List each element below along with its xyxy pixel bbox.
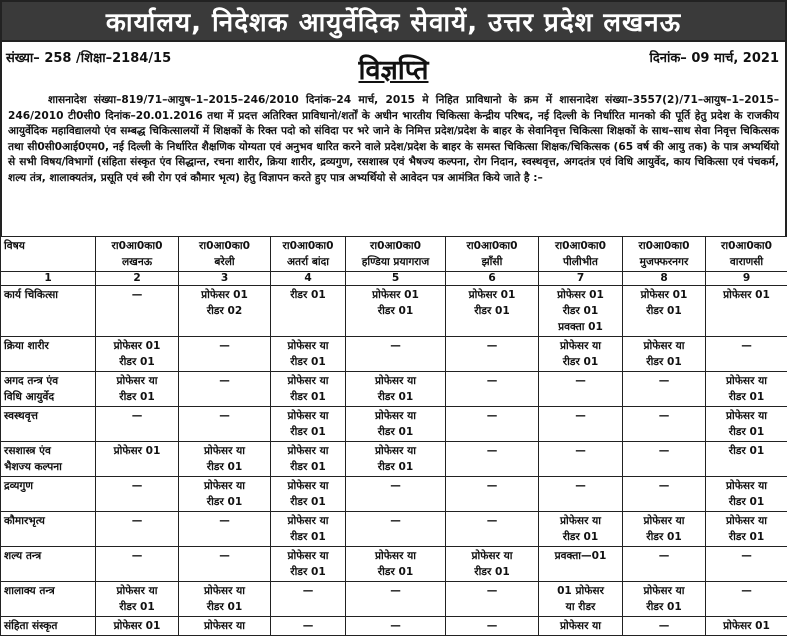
vacancy-cell xyxy=(179,407,271,442)
cell-line: — xyxy=(449,373,535,389)
cell-line: — xyxy=(349,513,442,529)
column-number: 5 xyxy=(346,272,446,286)
subject-cell xyxy=(1,582,96,617)
cell-line: प्रोफेसर या xyxy=(274,373,342,389)
reference-line xyxy=(0,42,787,90)
vacancy-cell xyxy=(539,582,623,617)
table-header-row xyxy=(1,237,787,272)
table-row xyxy=(1,617,787,636)
cell-line: प्रोफेसर 01 xyxy=(182,287,267,303)
vacancy-cell xyxy=(446,337,539,372)
cell-line: प्रोफेसर या xyxy=(349,443,442,459)
cell-line: प्रोफेसर या xyxy=(542,618,619,634)
vacancy-cell xyxy=(346,442,446,477)
cell-line: प्रोफेसर या xyxy=(274,338,342,354)
cell-line: प्रोफेसर 01 xyxy=(709,287,784,303)
vacancy-cell xyxy=(539,617,623,636)
vacancy-cell xyxy=(271,512,346,547)
cell-line: भैशज्य कल्पना xyxy=(4,459,92,475)
table-row xyxy=(1,477,787,512)
column-header-line: अतर्रा बांदा xyxy=(274,254,342,270)
cell-line: रीडर 01 xyxy=(274,354,342,370)
column-header-line: हण्डिया प्रयागराज xyxy=(349,254,442,270)
vacancy-cell xyxy=(539,547,623,582)
vacancy-cell xyxy=(179,512,271,547)
vacancy-cell xyxy=(539,372,623,407)
vacancy-cell xyxy=(179,477,271,512)
vacancy-cell xyxy=(346,512,446,547)
vacancy-cell xyxy=(446,547,539,582)
column-header-line: रा0आ0का0 xyxy=(709,238,784,254)
cell-line: प्रवक्ता—01 xyxy=(542,548,619,564)
column-header-line: पीलीभीत xyxy=(542,254,619,270)
cell-line: — xyxy=(99,408,175,424)
subject-cell xyxy=(1,442,96,477)
vacancy-cell xyxy=(96,286,179,337)
cell-line: — xyxy=(182,513,267,529)
cell-line: रीडर 01 xyxy=(99,354,175,370)
subject-cell xyxy=(1,337,96,372)
cell-line: प्रोफेसर या xyxy=(182,618,267,634)
column-number: 8 xyxy=(623,272,706,286)
cell-line: रीडर 01 xyxy=(182,599,267,615)
vacancy-cell xyxy=(706,477,787,512)
vacancy-cell xyxy=(271,582,346,617)
cell-line: प्रोफेसर 01 xyxy=(709,618,784,634)
vacancy-cell xyxy=(346,286,446,337)
vacancy-cell xyxy=(179,372,271,407)
cell-line: — xyxy=(542,443,619,459)
column-header-line: विषय xyxy=(4,238,92,254)
column-number: 6 xyxy=(446,272,539,286)
vacancy-cell xyxy=(96,512,179,547)
notice-paragraph: शासनादेश संख्या–819/71–आयुष–1–2015–246/2010 दिनांक–24 मार्च, 2015 मे निहित प्राविधानो के क्रम में शासनादेश संख्या–3557(2)/71–आयुष–1–2015–246/2010 टी0सी0 दिनांक–20.01.2016 तथा में प्रदत्त अतिरिक्त प्राविधानो/शर्तों के अधीन भारतीय चिकित्सा केन्द्रीय परिषद, नई दिल्ली के निर्धारित मानको की पूर्ति हेतु प्रदेश के राजकीय आयुर्वेदिक महाविद्यालयो एंव सम्बद्ध चिकित्सालयों में शिक्षकों के रिक्त पदो को संविदा पर भरे जाने के निमित्त प्रदेश/प्रदेश के बाहर के सेवानिवृत्त चिकित्सा शिक्षकों के साथ–साथ सेवा निवृत्त चिकित्सक तथा सी0सी0आई0एम0, नई दिल्ली के निर्धारित शैक्षणिक योग्यता एवं अनुभव धारित करने वाले प्रदेश/प्रदेश के बाहर के समस्त चिकित्सा शिक्षक/चिकित्सक (65 वर्ष की आयु तक) के पात्र अभ्यर्थियो से सभी विषय/विभागों (संहिता संस्कृत एंव सिद्धान्त, रचना शारीर, क्रिया शारीर, द्रव्यगुण, रसशास्त्र एवं भैषज्य कल्पना, रोग निदान, स्वस्थवृत्त, अगदतंत्र एवं विधि आयुर्वेद, काय चिकित्सा एवं पंचकर्म, शल्य तंत्र, शालाक्यतंत्र, प्रसूति एवं स्त्री रोग एवं कौमार भृत्य) हेतु विज्ञापन करते हुए पात्र अभ्यर्थियो से आवेदन पत्र आमंत्रित किये जाते है :– xyxy=(0,90,787,236)
cell-line: प्रोफेसर या xyxy=(626,583,702,599)
cell-line: — xyxy=(709,583,784,599)
column-header-line: रा0आ0का0 xyxy=(349,238,442,254)
vacancy-cell xyxy=(271,407,346,442)
column-number: 2 xyxy=(96,272,179,286)
cell-line: — xyxy=(349,618,442,634)
column-header-line: वाराणसी xyxy=(709,254,784,270)
cell-line: रीडर 01 xyxy=(349,459,442,475)
cell-line: प्रोफेसर 01 xyxy=(99,618,175,634)
vacancy-cell xyxy=(706,407,787,442)
cell-line: — xyxy=(99,287,175,303)
vacancy-cell xyxy=(539,477,623,512)
cell-line: रीडर 01 xyxy=(349,303,442,319)
cell-line: — xyxy=(99,513,175,529)
vacancy-cell xyxy=(623,442,706,477)
vacancy-cell xyxy=(179,442,271,477)
cell-line: प्रोफेसर या xyxy=(349,408,442,424)
cell-line: रीडर 01 xyxy=(542,354,619,370)
cell-line: — xyxy=(626,478,702,494)
vacancy-cell xyxy=(96,617,179,636)
cell-line: प्रोफेसर या xyxy=(709,373,784,389)
vacancy-cell xyxy=(539,337,623,372)
cell-line: शालाक्य तन्त्र xyxy=(4,583,92,599)
cell-line: — xyxy=(449,443,535,459)
cell-line: — xyxy=(709,548,784,564)
cell-line: रीडर 01 xyxy=(274,459,342,475)
table-row xyxy=(1,372,787,407)
vacancy-cell xyxy=(446,407,539,442)
vacancy-cell xyxy=(446,617,539,636)
vacancy-cell xyxy=(271,617,346,636)
cell-line: प्रोफेसर या xyxy=(274,443,342,459)
vacancy-cell xyxy=(271,547,346,582)
cell-line: संहिता संस्कृत xyxy=(4,618,92,634)
cell-line: प्रोफेसर या xyxy=(542,338,619,354)
cell-line: प्रोफेसर या xyxy=(349,548,442,564)
cell-line: प्रोफेसर या xyxy=(99,583,175,599)
cell-line: रीडर 01 xyxy=(709,529,784,545)
column-number: 3 xyxy=(179,272,271,286)
vacancy-cell xyxy=(446,582,539,617)
vacancy-cell xyxy=(446,372,539,407)
cell-line: स्वस्थवृत्त xyxy=(4,408,92,424)
column-number: 4 xyxy=(271,272,346,286)
column-header-line: लखनऊ xyxy=(99,254,175,270)
cell-line: — xyxy=(626,548,702,564)
cell-line: — xyxy=(449,338,535,354)
cell-line: — xyxy=(99,548,175,564)
cell-line: प्रोफेसर या xyxy=(182,583,267,599)
cell-line: प्रवक्ता 01 xyxy=(542,319,619,335)
cell-line: रीडर 01 xyxy=(709,424,784,440)
cell-line: प्रोफेसर 01 xyxy=(349,287,442,303)
cell-line: — xyxy=(449,583,535,599)
vacancy-cell xyxy=(706,372,787,407)
reference-number: संख्या– 258 /शिक्षा–2184/15 xyxy=(6,48,171,66)
vacancy-cell xyxy=(539,512,623,547)
column-number: 7 xyxy=(539,272,623,286)
cell-line: — xyxy=(182,408,267,424)
cell-line: — xyxy=(542,373,619,389)
vacancy-cell xyxy=(271,286,346,337)
subject-cell xyxy=(1,617,96,636)
vacancy-cell xyxy=(271,442,346,477)
vacancy-cell xyxy=(96,407,179,442)
table-row xyxy=(1,337,787,372)
cell-line: — xyxy=(99,478,175,494)
vacancy-cell xyxy=(179,547,271,582)
vacancy-cell xyxy=(623,286,706,337)
cell-line: रीडर 01 xyxy=(709,443,784,459)
cell-line: रीडर 01 xyxy=(274,494,342,510)
cell-line: — xyxy=(449,618,535,634)
cell-line: रीडर 01 xyxy=(542,529,619,545)
cell-line: प्रोफेसर या xyxy=(709,513,784,529)
column-header-line: रा0आ0का0 xyxy=(626,238,702,254)
vacancy-cell xyxy=(179,286,271,337)
vacancy-cell xyxy=(96,337,179,372)
cell-line: — xyxy=(542,478,619,494)
cell-line: प्रोफेसर या xyxy=(449,548,535,564)
cell-line: प्रोफेसर या xyxy=(182,478,267,494)
vacancy-cell xyxy=(346,337,446,372)
vacancy-cell xyxy=(96,372,179,407)
vacancy-table xyxy=(0,236,787,636)
cell-line: रीडर 01 xyxy=(274,424,342,440)
cell-line: रीडर 01 xyxy=(542,303,619,319)
vacancy-cell xyxy=(446,286,539,337)
cell-line: रीडर 01 xyxy=(274,529,342,545)
cell-line: रीडर 01 xyxy=(626,303,702,319)
vacancy-cell xyxy=(623,477,706,512)
cell-line: प्रोफेसर 01 xyxy=(542,287,619,303)
vacancy-cell xyxy=(623,617,706,636)
vacancy-cell xyxy=(706,442,787,477)
vacancy-cell xyxy=(346,582,446,617)
cell-line: रीडर 01 xyxy=(274,287,342,303)
vacancy-cell xyxy=(179,582,271,617)
column-number: 1 xyxy=(1,272,96,286)
subject-cell xyxy=(1,286,96,337)
column-header xyxy=(179,237,271,272)
cell-line: — xyxy=(182,373,267,389)
cell-line: प्रोफेसर या xyxy=(274,548,342,564)
cell-line: — xyxy=(626,408,702,424)
vacancy-cell xyxy=(706,582,787,617)
cell-line: रीडर 02 xyxy=(182,303,267,319)
cell-line: प्रोफेसर या xyxy=(349,373,442,389)
vacancy-cell xyxy=(96,582,179,617)
cell-line: — xyxy=(626,618,702,634)
cell-line: प्रोफेसर या xyxy=(274,408,342,424)
vacancy-cell xyxy=(346,547,446,582)
vacancy-cell xyxy=(706,286,787,337)
cell-line: — xyxy=(274,618,342,634)
vacancy-cell xyxy=(346,477,446,512)
cell-line: — xyxy=(449,513,535,529)
column-header xyxy=(346,237,446,272)
column-header-line: मुजफ्फरनगर xyxy=(626,254,702,270)
cell-line: रीडर 01 xyxy=(626,599,702,615)
cell-line: — xyxy=(349,583,442,599)
office-title-banner: कार्यालय, निदेशक आयुर्वेदिक सेवायें, उत्तर प्रदेश लखनऊ xyxy=(0,0,787,42)
cell-line: — xyxy=(349,338,442,354)
cell-line: विधि आयुर्वेद xyxy=(4,389,92,405)
cell-line: रीडर 01 xyxy=(626,529,702,545)
column-header xyxy=(446,237,539,272)
vacancy-cell xyxy=(446,512,539,547)
vacancy-cell xyxy=(179,337,271,372)
vacancy-cell xyxy=(346,407,446,442)
cell-line: रीडर 01 xyxy=(709,389,784,405)
vacancy-cell xyxy=(623,547,706,582)
vacancy-cell xyxy=(539,442,623,477)
cell-line: प्रोफेसर या xyxy=(709,408,784,424)
column-header-line: रा0आ0का0 xyxy=(542,238,619,254)
column-number: 9 xyxy=(706,272,787,286)
column-header-line: रा0आ0का0 xyxy=(99,238,175,254)
cell-line: प्रोफेसर या xyxy=(99,373,175,389)
cell-line: — xyxy=(182,338,267,354)
cell-line: प्रोफेसर या xyxy=(274,513,342,529)
vacancy-cell xyxy=(706,512,787,547)
vacancy-cell xyxy=(96,442,179,477)
notice-title: विज्ञप्ति xyxy=(2,50,785,87)
cell-line: रीडर 01 xyxy=(182,494,267,510)
vacancy-cell xyxy=(706,337,787,372)
column-header-line: रा0आ0का0 xyxy=(449,238,535,254)
table-row xyxy=(1,407,787,442)
cell-line: प्रोफेसर या xyxy=(182,443,267,459)
subject-cell xyxy=(1,512,96,547)
cell-line: — xyxy=(709,338,784,354)
vacancy-cell xyxy=(623,372,706,407)
column-header xyxy=(96,237,179,272)
vacancy-cell xyxy=(346,372,446,407)
vacancy-cell xyxy=(623,512,706,547)
cell-line: कौमारभृत्य xyxy=(4,513,92,529)
column-header-line: रा0आ0का0 xyxy=(274,238,342,254)
notice-date: दिनांक– 09 मार्च, 2021 xyxy=(649,48,779,66)
cell-line: — xyxy=(182,548,267,564)
cell-line: — xyxy=(274,583,342,599)
table-row xyxy=(1,582,787,617)
cell-line: रीडर 01 xyxy=(349,564,442,580)
subject-cell xyxy=(1,372,96,407)
vacancy-cell xyxy=(346,617,446,636)
cell-line: 01 प्रोफेसर xyxy=(542,583,619,599)
vacancy-cell xyxy=(446,442,539,477)
cell-line: रीडर 01 xyxy=(99,599,175,615)
column-header-line: झाँसी xyxy=(449,254,535,270)
cell-line: — xyxy=(449,478,535,494)
column-header xyxy=(623,237,706,272)
column-header-line: रा0आ0का0 xyxy=(182,238,267,254)
subject-cell xyxy=(1,407,96,442)
cell-line: — xyxy=(449,408,535,424)
vacancy-cell xyxy=(179,617,271,636)
cell-line: प्रोफेसर या xyxy=(274,478,342,494)
vacancy-cell xyxy=(271,477,346,512)
cell-line: या रीडर xyxy=(542,599,619,615)
vacancy-cell xyxy=(623,337,706,372)
vacancy-cell xyxy=(623,582,706,617)
cell-line: — xyxy=(542,408,619,424)
vacancy-cell xyxy=(539,407,623,442)
vacancy-cell xyxy=(271,337,346,372)
column-header xyxy=(271,237,346,272)
column-header xyxy=(706,237,787,272)
cell-line: प्रोफेसर 01 xyxy=(99,443,175,459)
vacancy-cell xyxy=(623,407,706,442)
column-header-line: बरेली xyxy=(182,254,267,270)
cell-line: — xyxy=(626,443,702,459)
cell-line: — xyxy=(626,373,702,389)
cell-line: रीडर 01 xyxy=(349,424,442,440)
cell-line: रसशास्त्र एंव xyxy=(4,443,92,459)
cell-line: — xyxy=(349,478,442,494)
column-number-row xyxy=(1,272,787,286)
table-row xyxy=(1,547,787,582)
cell-line: प्रोफेसर या xyxy=(626,513,702,529)
vacancy-cell xyxy=(96,477,179,512)
cell-line: प्रोफेसर 01 xyxy=(626,287,702,303)
cell-line: प्रोफेसर 01 xyxy=(449,287,535,303)
vacancy-cell xyxy=(446,477,539,512)
cell-line: रीडर 01 xyxy=(274,389,342,405)
cell-line: रीडर 01 xyxy=(349,389,442,405)
column-header xyxy=(1,237,96,272)
cell-line: रीडर 01 xyxy=(99,389,175,405)
cell-line: रीडर 01 xyxy=(709,494,784,510)
cell-line: रीडर 01 xyxy=(449,303,535,319)
cell-line: अगद तन्त्र एंव xyxy=(4,373,92,389)
vacancy-cell xyxy=(96,547,179,582)
cell-line: द्रव्यगुण xyxy=(4,478,92,494)
cell-line: रीडर 01 xyxy=(182,459,267,475)
column-header xyxy=(539,237,623,272)
cell-line: प्रोफेसर 01 xyxy=(99,338,175,354)
vacancy-cell xyxy=(706,547,787,582)
table-row xyxy=(1,512,787,547)
table-row xyxy=(1,286,787,337)
cell-line: रीडर 01 xyxy=(449,564,535,580)
vacancy-cell xyxy=(539,286,623,337)
cell-line: रीडर 01 xyxy=(626,354,702,370)
cell-line: रीडर 01 xyxy=(274,564,342,580)
cell-line: प्रोफेसर या xyxy=(542,513,619,529)
cell-line: कार्य चिकित्सा xyxy=(4,287,92,303)
vacancy-cell xyxy=(706,617,787,636)
subject-cell xyxy=(1,547,96,582)
cell-line: शल्य तन्त्र xyxy=(4,548,92,564)
cell-line: प्रोफेसर या xyxy=(709,478,784,494)
subject-cell xyxy=(1,477,96,512)
table-row xyxy=(1,442,787,477)
vacancy-cell xyxy=(271,372,346,407)
cell-line: प्रोफेसर या xyxy=(626,338,702,354)
cell-line: क्रिया शारीर xyxy=(4,338,92,354)
